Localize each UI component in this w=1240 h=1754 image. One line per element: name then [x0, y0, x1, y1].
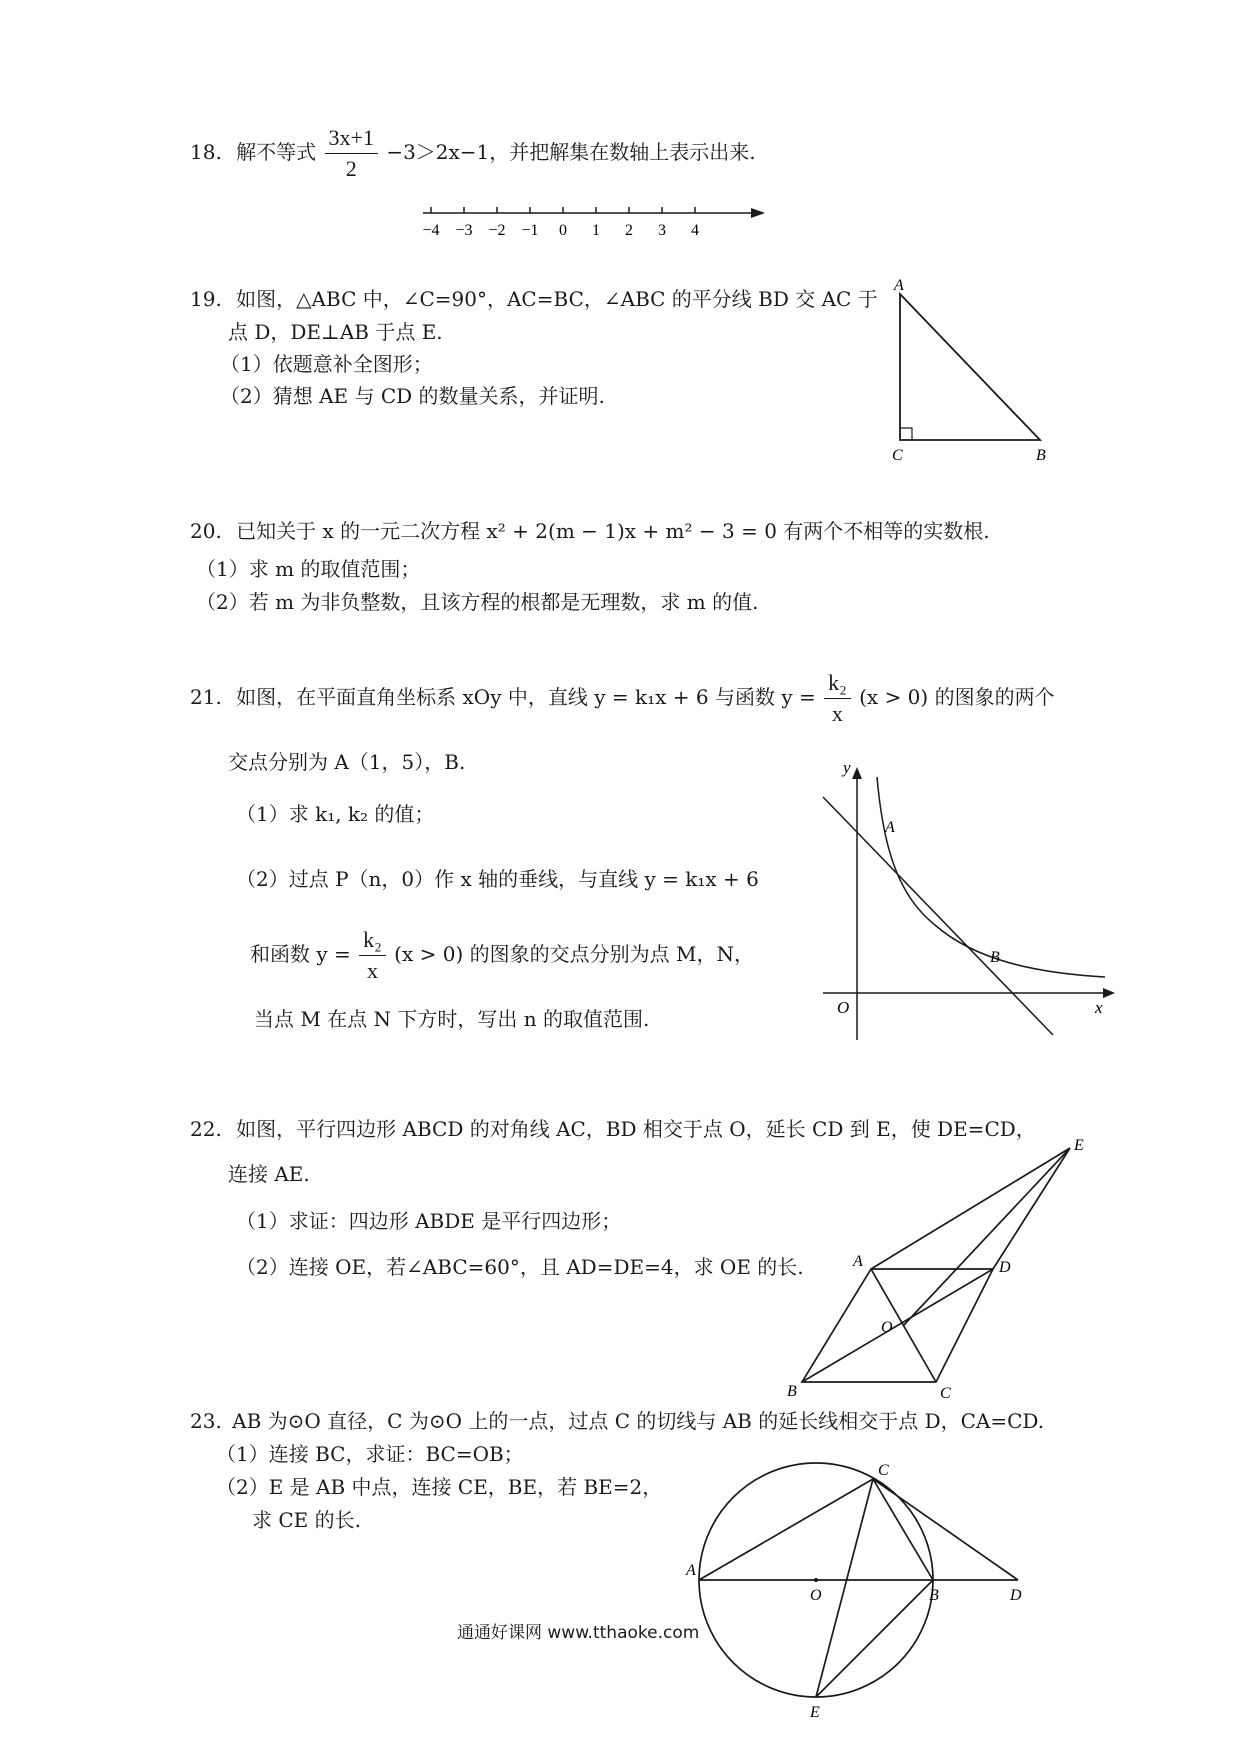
triangle-abc	[900, 294, 1040, 440]
hyperbola-curve	[877, 777, 1105, 977]
q19-triangle-figure	[880, 278, 1070, 468]
q18-number-line	[415, 195, 775, 240]
q23-label-c: C	[878, 1462, 889, 1479]
q18-fraction-denominator: 2	[345, 156, 357, 181]
q21-fraction-denominator: x	[831, 701, 843, 726]
q22-label-a: A	[853, 1253, 863, 1270]
q22-line2: 连接 AE.	[228, 1162, 310, 1186]
q22-parallelogram-figure	[785, 1138, 1090, 1403]
q22-label-d: D	[999, 1259, 1011, 1276]
q21-fraction-2	[359, 925, 386, 986]
q23-part2: （2）E 是 AB 中点，连接 CE，BE，若 BE=2，	[216, 1475, 663, 1499]
q21-line1	[190, 668, 1055, 729]
q23-part2b: 求 CE 的长.	[252, 1508, 361, 1532]
q21-part2: （2）过点 P（n，0）作 x 轴的垂线，与直线 y = k₁x + 6	[236, 867, 759, 891]
q21-number: 21.	[190, 685, 222, 709]
q21-lead: 如图，在平面直角坐标系 xOy 中，直线 y = k₁x + 6 与函数 y =	[236, 685, 816, 709]
q20-line1	[190, 517, 990, 545]
number-line-tick-label: −4	[422, 222, 440, 239]
q20-text1: 已知关于 x 的一元二次方程 x² + 2(m − 1)x + m² − 3 = 0 有两个不相等的实数根.	[236, 519, 990, 543]
number-line-tick-label: 0	[559, 222, 567, 239]
segment-be	[816, 1580, 933, 1697]
q20-part2: （2）若 m 为非负整数，且该方程的根都是无理数，求 m 的值.	[196, 590, 759, 614]
q18-fraction-numerator: 3x+1	[325, 123, 378, 154]
number-line-tick-label: 4	[691, 222, 699, 239]
number-line-tick-label: −3	[455, 222, 473, 239]
q21-line2: 交点分别为 A（1，5），B.	[228, 750, 466, 774]
q21-graph	[815, 755, 1120, 1045]
segment-de	[993, 1148, 1070, 1269]
q21-label-y: y	[843, 758, 851, 777]
q21-line4	[250, 925, 754, 986]
q18-fraction	[325, 123, 378, 184]
q20-part1: （1）求 m 的取值范围；	[196, 557, 421, 581]
q21-lead-tail: (x > 0) 的图象的两个	[859, 685, 1055, 709]
q21-fraction	[824, 668, 851, 729]
q23-text1: AB 为⊙O 直径，C 为⊙O 上的一点，过点 C 的切线与 AB 的延长线相交于点 D，CA=CD.	[232, 1409, 1045, 1433]
q23-label-b: B	[929, 1587, 939, 1604]
q21-label-b: B	[990, 949, 1000, 966]
q20-number: 20.	[190, 519, 222, 543]
q23-part1: （1）连接 BC，求证：BC=OB；	[216, 1442, 524, 1466]
q23-label-o: O	[810, 1587, 822, 1604]
q19-part2: （2）猜想 AE 与 CD 的数量关系，并证明.	[220, 384, 605, 408]
q19-label-b: B	[1036, 447, 1046, 464]
segment-ce	[816, 1479, 873, 1697]
q21-label-x: x	[1095, 998, 1103, 1017]
q21-label-o: O	[837, 998, 850, 1017]
segment-ae	[871, 1148, 1070, 1269]
q21-line4-lead: 和函数 y =	[250, 942, 351, 966]
q19-number: 19.	[190, 287, 222, 311]
q19-text1: 如图，△ABC 中，∠C=90°，AC=BC，∠ABC 的平分线 BD 交 AC 于	[236, 287, 878, 311]
q19-label-c: C	[892, 447, 903, 464]
q21-part1: （1）求 k₁, k₂ 的值；	[236, 802, 435, 826]
q22-label-o: O	[881, 1319, 893, 1336]
q21-fraction-2-denominator: x	[366, 958, 378, 983]
q18-rest: −3＞2x−1，并把解集在数轴上表示出来.	[386, 140, 756, 164]
q18-number: 18.	[190, 140, 222, 164]
q22-number: 22.	[190, 1117, 222, 1141]
q19-line1	[190, 285, 878, 313]
q21-label-a: A	[885, 819, 895, 836]
number-line-tick-label: −2	[488, 222, 506, 239]
q19-label-a: A	[894, 277, 904, 294]
q23-label-e: E	[810, 1704, 820, 1721]
segment-oe	[903, 1148, 1070, 1326]
q22-label-b: B	[787, 1383, 797, 1400]
q23-line1	[190, 1407, 1044, 1435]
q19-line2: 点 D，DE⊥AB 于点 E.	[228, 320, 443, 344]
q19-part1: （1）依题意补全图形；	[220, 352, 433, 376]
right-angle-mark	[900, 428, 912, 440]
tangent-cd	[873, 1479, 1018, 1580]
q21-line4-tail: (x > 0) 的图象的交点分别为点 M，N，	[394, 942, 754, 966]
q21-fraction-2-numerator: k₂	[359, 925, 386, 956]
q22-text1: 如图，平行四边形 ABCD 的对角线 AC，BD 相交于点 O，延长 CD 到 E，使 DE=CD，	[236, 1117, 1036, 1141]
number-line-tick-label: 3	[658, 222, 666, 239]
number-line-tick-label: 2	[625, 222, 633, 239]
q18-lead: 解不等式	[236, 140, 317, 164]
number-line-tick-label: −1	[521, 222, 539, 239]
q22-part2: （2）连接 OE，若∠ABC=60°，且 AD=DE=4，求 OE 的长.	[236, 1255, 804, 1279]
q23-circle-figure	[688, 1455, 1038, 1745]
footer-watermark: 通通好课网 www.tthaoke.com	[457, 1623, 700, 1643]
segment-cb	[873, 1479, 933, 1580]
q22-label-e: E	[1074, 1137, 1084, 1154]
q21-fraction-numerator: k₂	[824, 668, 851, 699]
q22-part1: （1）求证：四边形 ABDE 是平行四边形；	[236, 1209, 622, 1233]
segment-ac	[699, 1479, 873, 1580]
q18-line	[190, 123, 756, 184]
q23-label-a: A	[686, 1562, 696, 1579]
q23-label-d: D	[1010, 1587, 1022, 1604]
q21-line5: 当点 M 在点 N 下方时，写出 n 的取值范围.	[254, 1007, 650, 1031]
q22-label-c: C	[940, 1385, 951, 1402]
q23-number: 23.	[190, 1409, 222, 1433]
number-line-tick-label: 1	[592, 222, 600, 239]
